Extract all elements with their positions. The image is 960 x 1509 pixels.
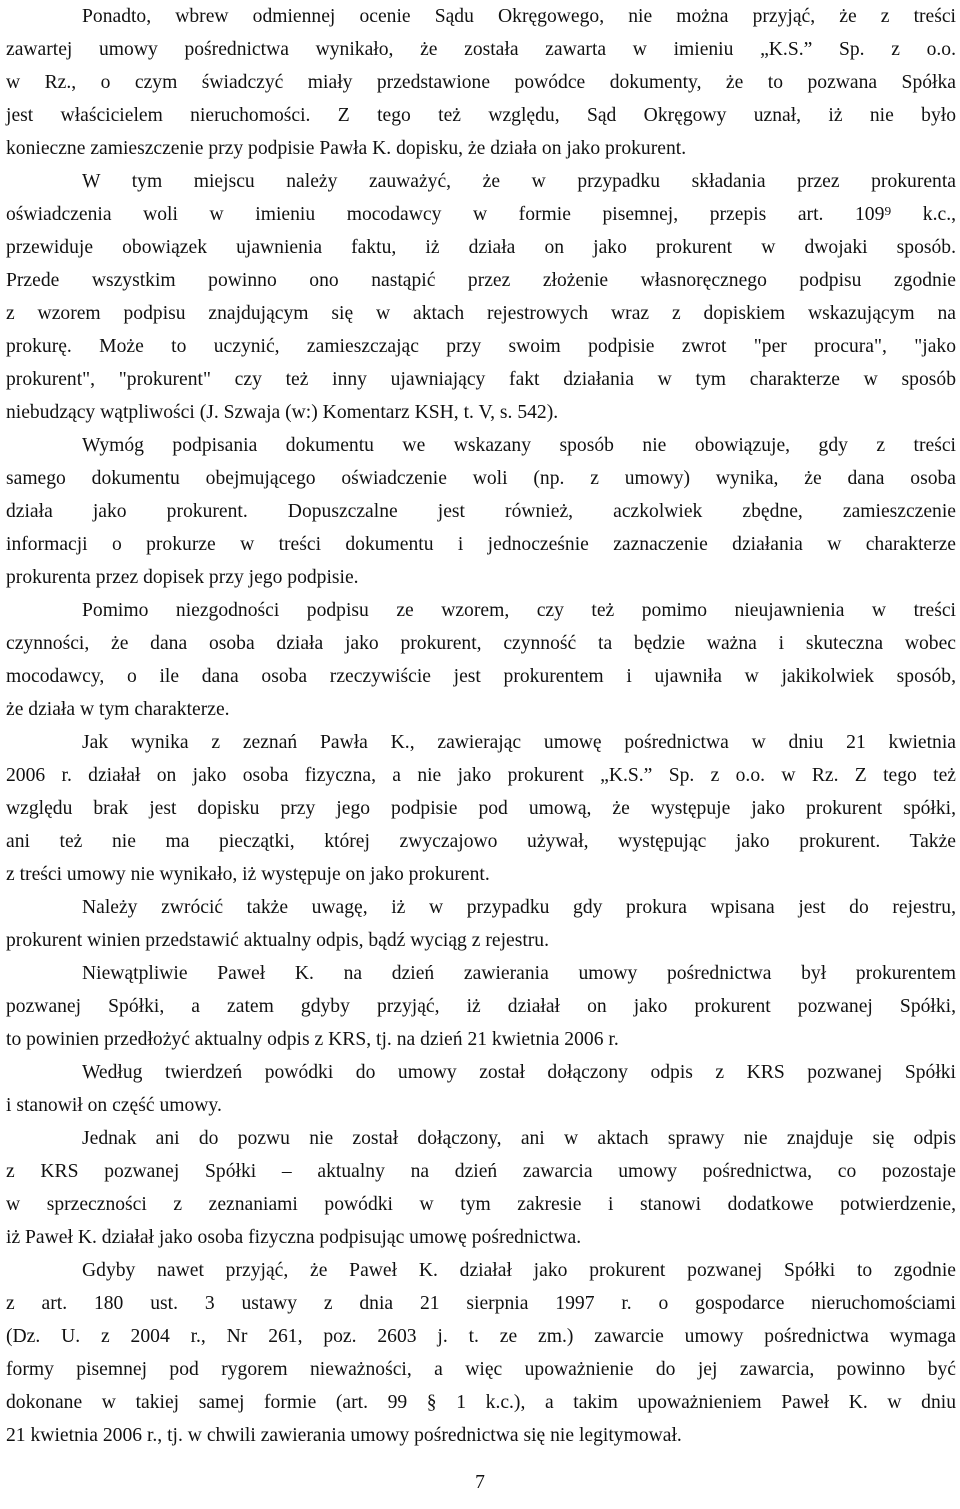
text-line: 2006 r. działał on jako osoba fizyczna, a nie jako prokurent „K.S.” Sp. z o.o. w Rz. Z tego też — [6, 765, 956, 786]
paragraph — [6, 957, 956, 1056]
paragraph — [6, 429, 956, 594]
paragraph — [6, 594, 956, 726]
text-line: Należy zwrócić także uwagę, iż w przypadku gdy prokura wpisana jest do rejestru, — [82, 897, 956, 918]
document-page — [6, 0, 956, 1509]
paragraph — [6, 1056, 956, 1122]
text-line: formy pisemnej pod rygorem nieważności, a więc upoważnienie do jej zawarcia, powinno być — [6, 1359, 956, 1380]
text-line: z wzorem podpisu znajdującym się w aktach rejestrowych wraz z dopiskiem wskazującym na — [6, 303, 956, 324]
text-line: prokurenta przez dopisek przy jego podpisie. — [6, 567, 359, 588]
text-line: ani też nie ma pieczątki, której zwyczajowo używał, występując jako prokurent. Także — [6, 831, 956, 852]
text-line: prokurent winien przedstawić aktualny odpis, bądź wyciąg z rejestru. — [6, 930, 549, 951]
text-line: oświadczenia woli w imieniu mocodawcy w formie pisemnej, przepis art. 109⁹ k.c., — [6, 204, 956, 225]
text-line: czynności, że dana osoba działa jako prokurent, czynność ta będzie ważna i skuteczna wobec — [6, 633, 956, 654]
text-line: pozwanej Spółki, a zatem gdyby przyjąć, iż działał on jako prokurent pozwanej Spółki, — [6, 996, 956, 1017]
text-line: że działa w tym charakterze. — [6, 699, 230, 720]
paragraph — [6, 1254, 956, 1452]
text-line: z treści umowy nie wynikało, iż występuje on jako prokurent. — [6, 864, 490, 885]
text-line: Ponadto, wbrew odmiennej ocenie Sądu Okręgowego, nie można przyjąć, że z treści — [82, 6, 956, 27]
text-line: Przede wszystkim powinno ono nastąpić przez złożenie własnoręcznego podpisu zgodnie — [6, 270, 956, 291]
text-line: Gdyby nawet przyjąć, że Paweł K. działał jako prokurent pozwanej Spółki to zgodnie — [82, 1260, 956, 1281]
text-line: Wymóg podpisania dokumentu we wskazany sposób nie obowiązuje, gdy z treści — [82, 435, 956, 456]
text-line: niebudzący wątpliwości (J. Szwaja (w:) Komentarz KSH, t. V, s. 542). — [6, 402, 559, 423]
text-line: (Dz. U. z 2004 r., Nr 261, poz. 2603 j. t. ze zm.) zawarcie umowy pośrednictwa wymaga — [6, 1326, 956, 1347]
text-line: z art. 180 ust. 3 ustawy z dnia 21 sierpnia 1997 r. o gospodarce nieruchomościami — [6, 1293, 956, 1314]
text-line: konieczne zamieszczenie przy podpisie Pawła K. dopisku, że działa on jako prokurent. — [6, 138, 687, 159]
text-line: informacji o prokurze w treści dokumentu i jednocześnie zaznaczenie działania w charakterze — [6, 534, 956, 555]
paragraph — [6, 726, 956, 891]
paragraph — [6, 165, 956, 429]
text-line: i stanowił on część umowy. — [6, 1095, 222, 1116]
text-line: w sprzeczności z zeznaniami powódki w tym zakresie i stanowi dodatkowe potwierdzenie, — [6, 1194, 956, 1215]
text-line: prokurent", "prokurent" czy też inny ujawniający fakt działania w tym charakterze w sposób — [6, 369, 956, 390]
text-line: Niewątpliwie Paweł K. na dzień zawierania umowy pośrednictwa był prokurentem — [82, 963, 956, 984]
text-line: działa jako prokurent. Dopuszczalne jest również, aczkolwiek zbędne, zamieszczenie — [6, 501, 956, 522]
text-line: zawartej umowy pośrednictwa wynikało, że została zawarta w imieniu „K.S.” Sp. z o.o. — [6, 39, 956, 60]
text-line: W tym miejscu należy zauważyć, że w przypadku składania przez prokurenta — [82, 171, 956, 192]
text-line: jest właścicielem nieruchomości. Z tego też względu, Sąd Okręgowy uznał, iż nie było — [6, 105, 956, 126]
text-line: 21 kwietnia 2006 r., tj. w chwili zawierania umowy pośrednictwa się nie legitymował. — [6, 1425, 682, 1446]
text-line: to powinien przedłożyć aktualny odpis z KRS, tj. na dzień 21 kwietnia 2006 r. — [6, 1029, 619, 1050]
page-number: 7 — [475, 1472, 485, 1493]
text-line: Jednak ani do pozwu nie został dołączony, ani w aktach sprawy nie znajduje się odpis — [82, 1128, 956, 1149]
text-line: Jak wynika z zeznań Pawła K., zawierając umowę pośrednictwa w dniu 21 kwietnia — [82, 732, 956, 753]
text-line: mocodawcy, o ile dana osoba rzeczywiście jest prokurentem i ujawniła w jakikolwiek sposób, — [6, 666, 956, 687]
text-line: przewiduje obowiązek ujawnienia faktu, iż działa on jako prokurent w dwojaki sposób. — [6, 237, 956, 258]
text-line: Według twierdzeń powódki do umowy został dołączony odpis z KRS pozwanej Spółki — [82, 1062, 956, 1083]
text-line: dokonane w takiej samej formie (art. 99 § 1 k.c.), a takim upoważnieniem Paweł K. w dniu — [6, 1392, 956, 1413]
text-line: prokurę. Może to uczynić, zamieszczając przy swoim podpisie zwrot "per procura", "jako — [6, 336, 956, 357]
text-line: samego dokumentu obejmującego oświadczenie woli (np. z umowy) wynika, że dana osoba — [6, 468, 956, 489]
text-line: Pomimo niezgodności podpisu ze wzorem, czy też pomimo nieujawnienia w treści — [82, 600, 956, 621]
paragraph — [6, 0, 956, 165]
paragraph — [6, 1122, 956, 1254]
text-line: iż Paweł K. działał jako osoba fizyczna podpisując umowę pośrednictwa. — [6, 1227, 582, 1248]
paragraph — [6, 891, 956, 957]
text-line: w Rz., o czym świadczyć miały przedstawione powódce dokumenty, że to pozwana Spółka — [6, 72, 956, 93]
text-line: z KRS pozwanej Spółki – aktualny na dzień zawarcia umowy pośrednictwa, co pozostaje — [6, 1161, 956, 1182]
text-line: względu brak jest dopisku przy jego podpisie pod umową, że występuje jako prokurent spółki, — [6, 798, 956, 819]
